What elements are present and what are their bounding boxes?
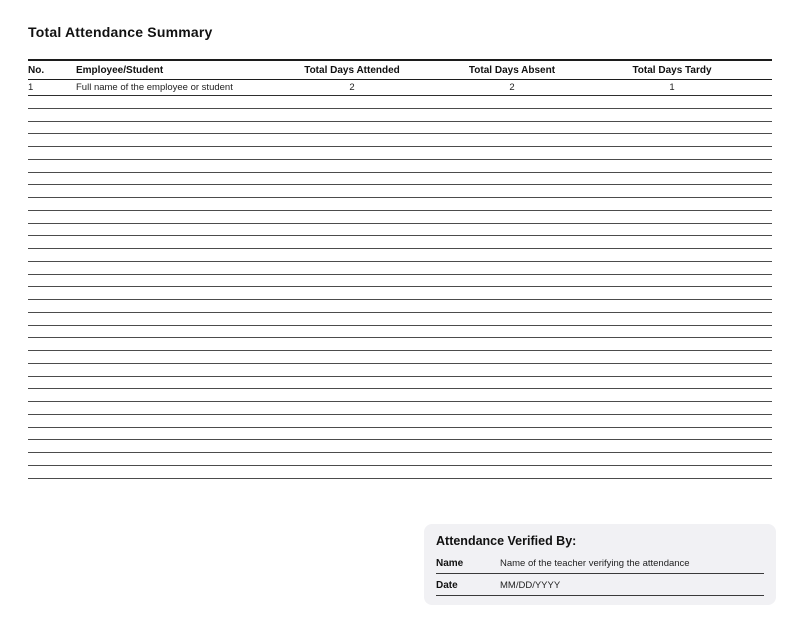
table-empty-row bbox=[28, 160, 772, 173]
verification-row-name bbox=[436, 552, 764, 574]
cell-absent: 2 bbox=[509, 82, 515, 93]
table-empty-row bbox=[28, 236, 772, 249]
table-empty-row bbox=[28, 389, 772, 402]
column-header-no: No. bbox=[28, 65, 45, 76]
table-empty-row bbox=[28, 173, 772, 186]
verification-box bbox=[424, 524, 776, 605]
table-empty-row bbox=[28, 326, 772, 339]
cell-no: 1 bbox=[28, 82, 34, 93]
verification-row-date bbox=[436, 574, 764, 596]
table-empty-row bbox=[28, 122, 772, 135]
table-empty-row bbox=[28, 440, 772, 453]
empty-rows bbox=[28, 96, 772, 479]
table-empty-row bbox=[28, 185, 772, 198]
table-empty-row bbox=[28, 351, 772, 364]
date-value: MM/DD/YYYY bbox=[500, 580, 561, 591]
table-empty-row bbox=[28, 211, 772, 224]
table-empty-row bbox=[28, 275, 772, 288]
table-empty-row bbox=[28, 364, 772, 377]
table-empty-row bbox=[28, 109, 772, 122]
table-empty-row bbox=[28, 377, 772, 390]
table-empty-row bbox=[28, 415, 772, 428]
table-header-row bbox=[28, 59, 772, 80]
table-empty-row bbox=[28, 198, 772, 211]
table-row bbox=[28, 80, 772, 96]
table-empty-row bbox=[28, 428, 772, 441]
column-header-absent: Total Days Absent bbox=[468, 65, 556, 76]
cell-tardy: 1 bbox=[669, 82, 675, 93]
column-header-attended: Total Days Attended bbox=[304, 65, 400, 76]
table-empty-row bbox=[28, 249, 772, 262]
attendance-table bbox=[28, 59, 772, 479]
table-empty-row bbox=[28, 338, 772, 351]
table-empty-row bbox=[28, 262, 772, 275]
table-empty-row bbox=[28, 453, 772, 466]
table-empty-row bbox=[28, 402, 772, 415]
column-header-tardy: Total Days Tardy bbox=[632, 65, 712, 76]
table-empty-row bbox=[28, 466, 772, 479]
table-empty-row bbox=[28, 96, 772, 109]
table-empty-row bbox=[28, 147, 772, 160]
cell-attended: 2 bbox=[349, 82, 355, 93]
verification-title: Attendance Verified By: bbox=[436, 534, 577, 548]
table-empty-row bbox=[28, 300, 772, 313]
name-label: Name bbox=[436, 558, 464, 569]
table-empty-row bbox=[28, 134, 772, 147]
table-empty-row bbox=[28, 287, 772, 300]
name-value: Name of the teacher verifying the attendance bbox=[500, 558, 690, 569]
table-empty-row bbox=[28, 313, 772, 326]
table-empty-row bbox=[28, 224, 772, 237]
cell-employee: Full name of the employee or student bbox=[76, 82, 233, 93]
column-header-employee: Employee/Student bbox=[76, 65, 164, 76]
page-title: Total Attendance Summary bbox=[28, 24, 213, 40]
date-label: Date bbox=[436, 580, 458, 591]
